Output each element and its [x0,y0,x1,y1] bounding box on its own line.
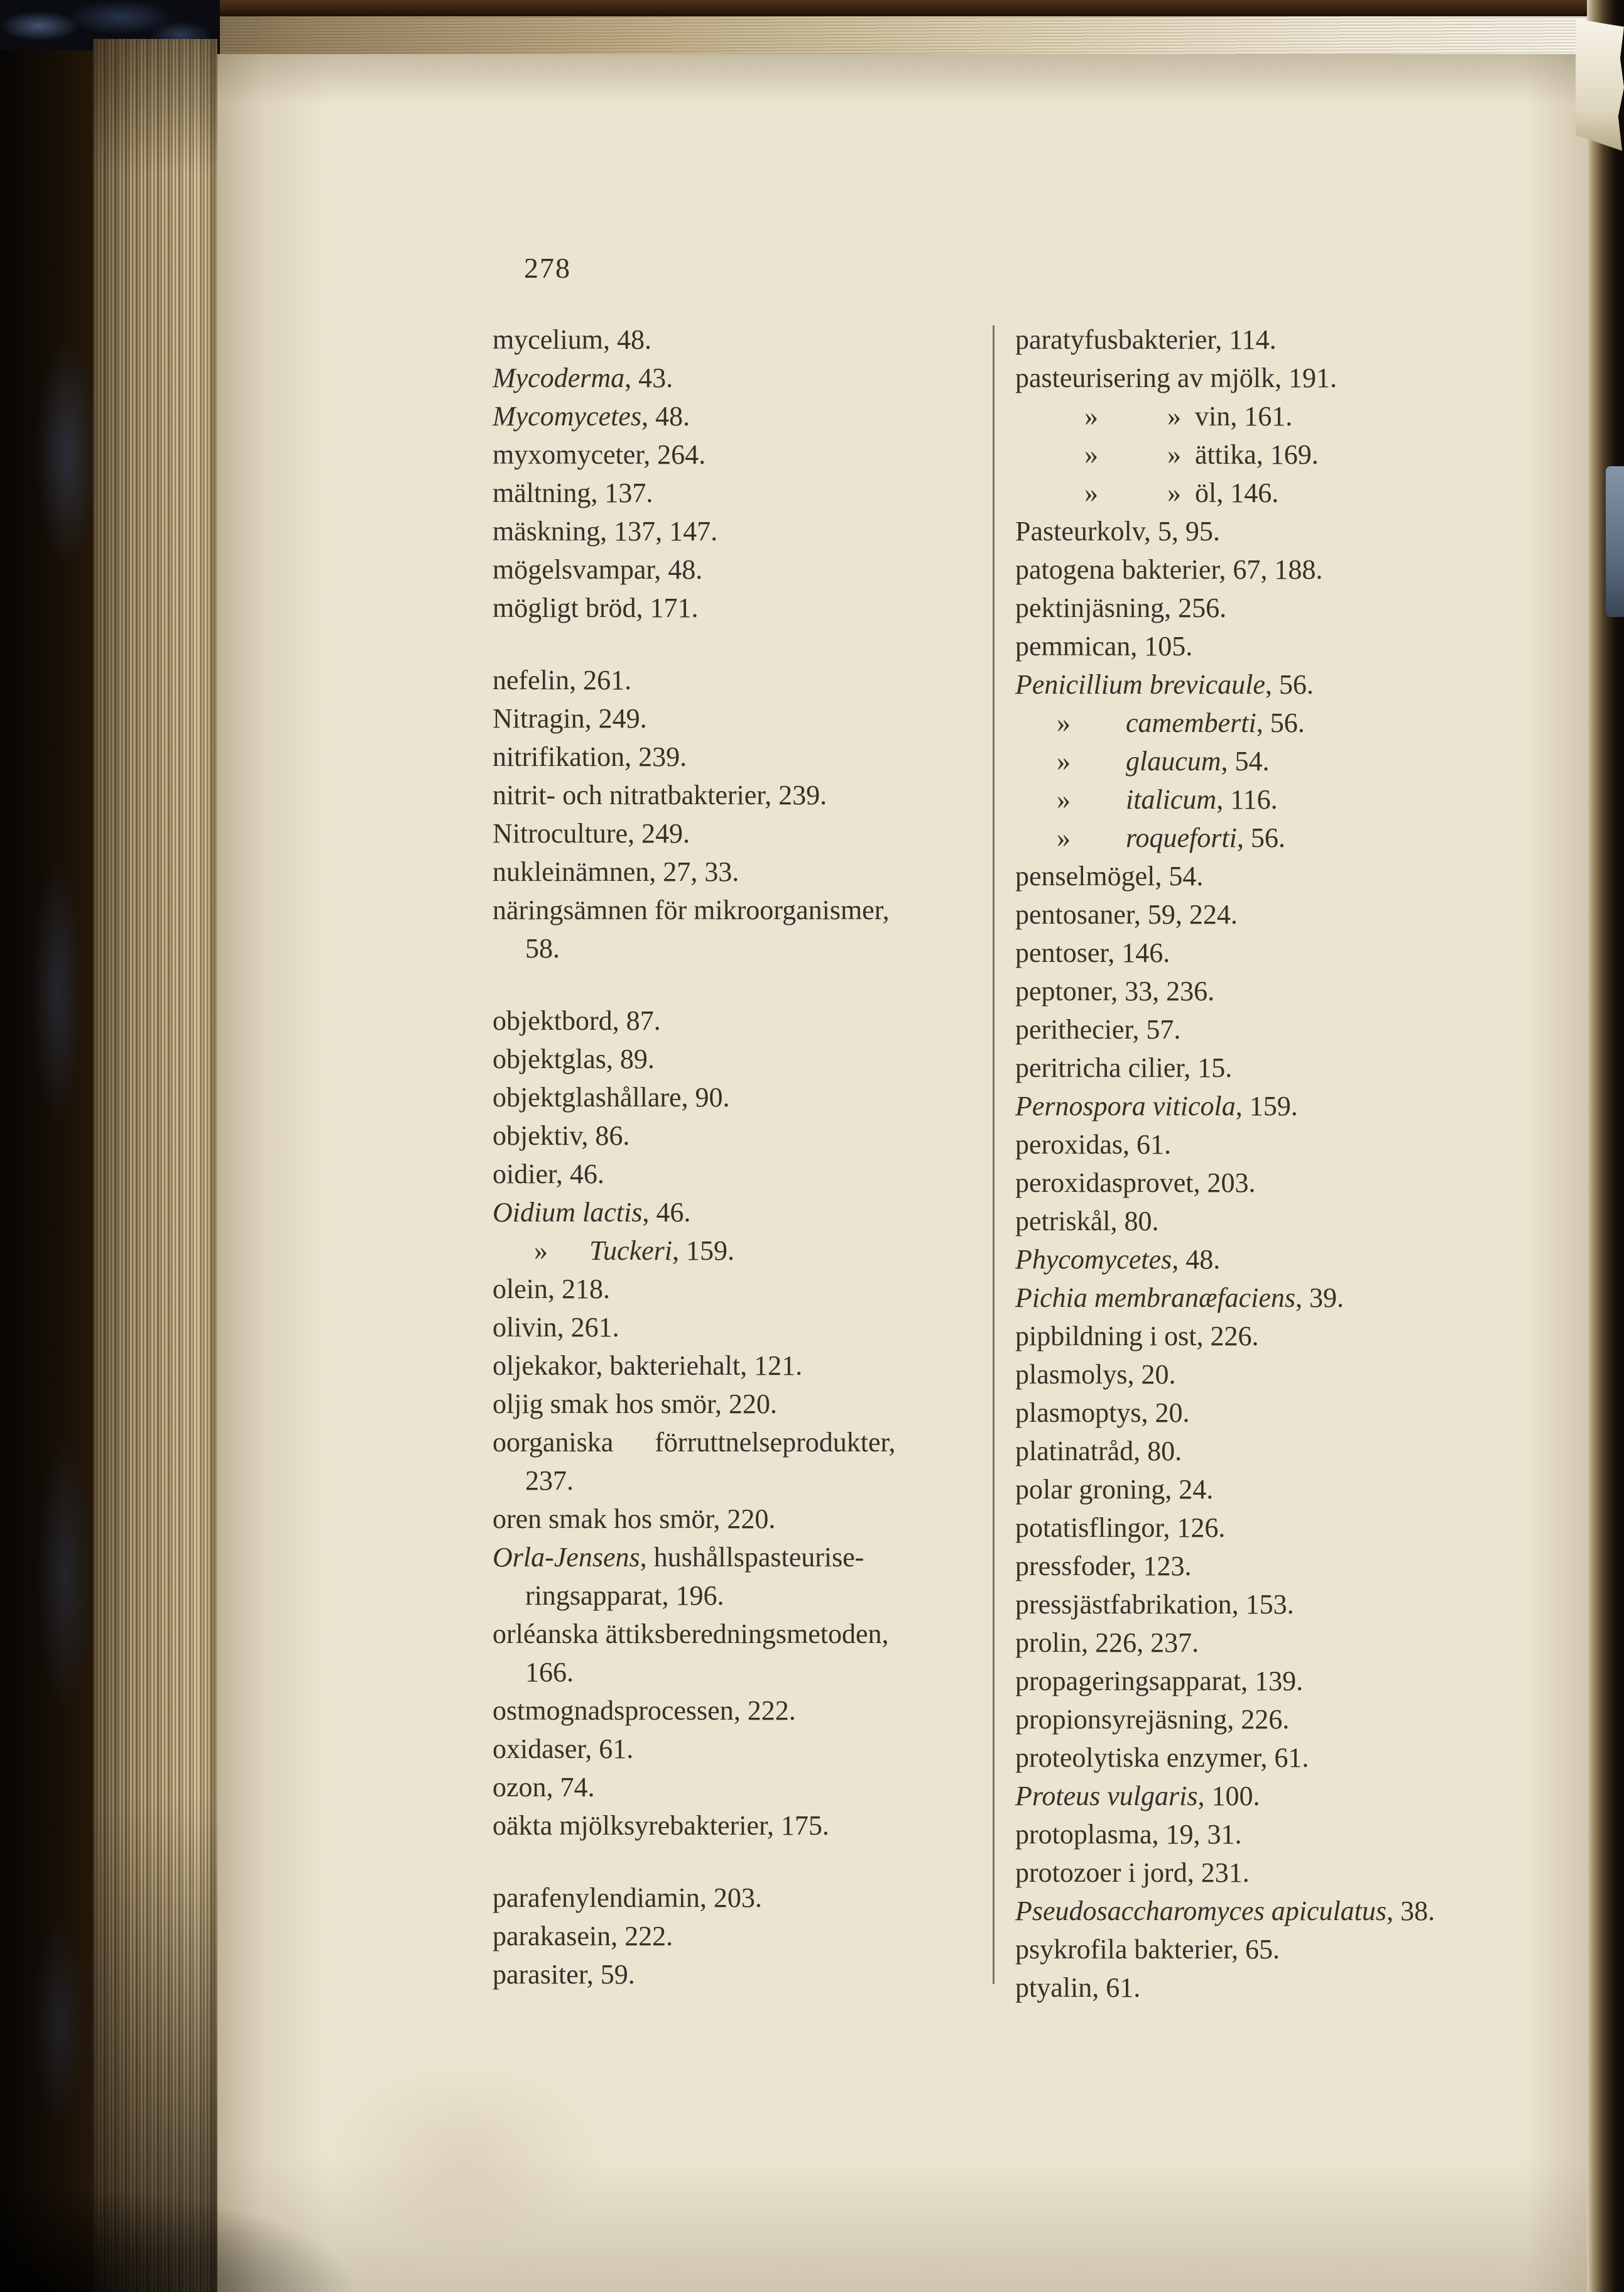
index-entry-text: patogena bakterier, 67, 188. [1015,554,1323,585]
index-entry [493,1385,983,1423]
index-entry [1015,1738,1568,1777]
index-entry-term-italic: Phycomycetes [1015,1244,1172,1275]
index-entry [493,1653,983,1691]
index-entry [493,699,983,738]
index-entry-text: protozoer i jord, 231. [1015,1857,1250,1888]
index-entry [1015,1317,1568,1355]
index-entry [493,1879,983,1917]
index-entry-text: » [493,1235,589,1266]
index-entry-term-italic: Mycomycetes [493,401,641,432]
index-entry-text: peritricha cilier, 15. [1015,1052,1233,1083]
index-entry-term-italic: roqueforti [1126,822,1237,853]
index-entry [1015,589,1568,627]
index-entry [1015,1432,1568,1470]
index-entry-text: pentoser, 146. [1015,937,1170,968]
index-entry-text: , 48. [641,401,690,432]
index-entry [493,359,983,397]
index-entry-text: objektglashållare, 90. [493,1082,730,1113]
index-entry [493,1116,983,1155]
index-entry [1015,1010,1568,1049]
index-entry [1015,1355,1568,1394]
index-entry-term-italic: Mycoderma [493,363,625,393]
index-entry [493,1001,983,1040]
index-entry-text: » [1015,822,1126,853]
index-entry-text: oäkta mjölksyrebakterier, 175. [493,1810,829,1841]
index-entry-text: mycelium, 48. [493,324,651,355]
index-entry-text: , 54. [1221,746,1270,777]
index-entry [493,1040,983,1078]
index-entry-text: prolin, 226, 237. [1015,1627,1199,1658]
index-entry-text: 58. [525,933,560,964]
index-entry-text: mäskning, 137, 147. [493,516,718,547]
index-entry [493,1955,983,1994]
index-entry [493,1500,983,1538]
index-entry [1015,665,1568,704]
index-entry-text: näringsämnen för mikroorganismer, [493,895,890,925]
index-entry-text: oren smak hos smör, 220. [493,1503,776,1534]
index-entry [1015,895,1568,934]
index-entry-text: mögligt bröd, 171. [493,592,699,623]
index-entry [493,589,983,627]
index-entry-text: , 116. [1216,784,1278,815]
index-entry-text: nitrit- och nitratbakterier, 239. [493,780,827,810]
index-entry [1015,934,1568,972]
index-entry-term-italic: glaucum [1126,746,1221,777]
index-entry [1015,474,1568,512]
index-entry [1015,1509,1568,1547]
index-entry-text: peroxidasprovet, 203. [1015,1167,1256,1198]
index-entry [1015,819,1568,857]
index-entry [1015,1087,1568,1125]
index-entry [1015,1930,1568,1968]
index-entry [493,1461,983,1500]
book-binding-top [207,0,1624,16]
index-entry [493,1538,983,1576]
index-entry-text: perithecier, 57. [1015,1014,1181,1045]
index-entry [493,1615,983,1653]
index-entry [493,1193,983,1231]
index-entry-text: » » ättika, 169. [1015,439,1319,470]
index-entry-text: , 46. [642,1197,691,1228]
index-entry [1015,1777,1568,1815]
index-entry [1015,359,1568,397]
index-entry [493,512,983,550]
index-entry-term-italic: Oidium lactis [493,1197,643,1228]
index-entry-text: » [1015,784,1126,815]
index-entry-text: mältning, 137. [493,478,653,508]
index-entry [493,1576,983,1615]
index-entry-text: , 43. [624,363,673,393]
index-entry-text: polar groning, 24. [1015,1474,1214,1505]
index-entry-term-italic: Tuckeri [589,1235,672,1266]
index-entry [1015,742,1568,780]
index-entry [1015,1394,1568,1432]
index-entry-term-italic: Pernospora viticola [1015,1091,1236,1121]
index-entry [1015,1624,1568,1662]
index-entry-text: objektiv, 86. [493,1120,630,1151]
index-entry-text: , hushållspasteurise- [640,1542,864,1573]
index-entry-text: pressjästfabrikation, 153. [1015,1589,1294,1620]
index-entry-term-italic: camemberti [1126,707,1256,738]
index-entry-term-italic: Orla-Jensens [493,1542,640,1573]
book-edge-right [1587,0,1624,2292]
index-entry-text: propageringsapparat, 139. [1015,1666,1304,1696]
index-entry-text: mögelsvampar, 48. [493,554,703,585]
index-entry-text: proteolytiska enzymer, 61. [1015,1742,1309,1773]
index-entry-term-italic: Penicillium brevicaule [1015,669,1265,700]
index-entry-text: platinatråd, 80. [1015,1436,1182,1466]
index-entry-term-italic: Pseudosaccharomyces apiculatus [1015,1896,1387,1926]
index-entry [493,474,983,512]
index-entry [1015,1240,1568,1279]
index-entry-text: plasmolys, 20. [1015,1359,1176,1390]
book-page [217,54,1587,2292]
index-entry [493,1078,983,1116]
index-entry [493,929,983,968]
index-entry-text: paratyfusbakterier, 114. [1015,324,1277,355]
index-entry-text: parasiter, 59. [493,1959,635,1990]
index-entry [493,1231,983,1270]
index-entry-text: penselmögel, 54. [1015,861,1204,892]
index-entry-text: peptoner, 33, 236. [1015,976,1215,1007]
index-entry-text: propionsyrejäsning, 226. [1015,1704,1290,1735]
index-entry [1015,972,1568,1010]
index-entry [1015,1700,1568,1738]
index-entry [493,738,983,776]
index-entry-text: pemmican, 105. [1015,631,1193,662]
index-entry [1015,1892,1568,1930]
index-entry-text: pipbildning i ost, 226. [1015,1321,1259,1351]
index-entry-text: nitrifikation, 239. [493,741,687,772]
index-entry [493,1270,983,1308]
index-entry-text: orléanska ättiksberedningsmetoden, [493,1618,889,1649]
index-entry [1015,435,1568,474]
index-entry [1015,704,1568,742]
index-entry-term-italic: Proteus vulgaris [1015,1781,1198,1811]
index-entry-text: plasmoptys, 20. [1015,1397,1190,1428]
index-entry [493,1691,983,1730]
column-divider [993,325,995,1984]
index-entry [1015,780,1568,819]
index-entry-text: pressfoder, 123. [1015,1551,1192,1581]
index-entry [1015,550,1568,589]
index-entry [1015,320,1568,359]
index-entry [493,661,983,699]
index-entry [1015,1662,1568,1700]
index-entry-text: objektglas, 89. [493,1044,655,1074]
index-entry [1015,1470,1568,1509]
index-entry-text: ozon, 74. [493,1772,595,1803]
index-entry [493,853,983,891]
paper-sliver-top-right [1576,19,1624,151]
index-entry [493,814,983,853]
index-entry-text: ringsapparat, 196. [525,1580,724,1611]
index-entry-text: Nitroculture, 249. [493,818,690,849]
index-entry-text: oljekakor, bakteriehalt, 121. [493,1350,803,1381]
blue-sliver-right [1606,466,1624,617]
index-entry [1015,1279,1568,1317]
index-entry-text: ostmognadsprocessen, 222. [493,1695,796,1726]
index-entry [493,435,983,474]
index-entry [493,1308,983,1346]
index-entry-text: 166. [525,1657,574,1688]
index-entry-text: oljig smak hos smör, 220. [493,1389,777,1419]
index-entry-text: pasteurisering av mjölk, 191. [1015,363,1338,393]
index-entry-text: protoplasma, 19, 31. [1015,1819,1242,1850]
index-entry-text: , 48. [1172,1244,1221,1275]
index-entry [493,1917,983,1955]
index-entry [493,1806,983,1845]
index-entry [1015,857,1568,895]
index-entry-text: , 100. [1197,1781,1260,1811]
index-entry [493,1730,983,1768]
index-entry [1015,512,1568,550]
index-entry [493,320,983,359]
shadow-bottom-left [0,2186,352,2292]
index-entry-text: , 56. [1256,707,1305,738]
index-column-left [493,320,983,1994]
index-entry [493,397,983,435]
index-column-right [1015,320,1568,2007]
index-entry-text: peroxidas, 61. [1015,1129,1172,1160]
index-entry-text: , 56. [1265,669,1314,700]
index-entry-text: , 38. [1387,1896,1436,1926]
index-entry-text: » [1015,707,1126,738]
index-entry-text: nefelin, 261. [493,665,632,696]
index-entry [1015,1125,1568,1164]
index-entry [1015,397,1568,435]
index-entry [1015,1164,1568,1202]
index-entry-text: nukleinämnen, 27, 33. [493,856,739,887]
index-entry [493,1346,983,1385]
page-number: 278 [524,252,571,284]
index-entry-text: myxomyceter, 264. [493,439,706,470]
index-entry-text: , 159. [1235,1091,1298,1121]
index-entry [493,1155,983,1193]
index-entry-text: Nitragin, 249. [493,703,647,734]
index-entry [1015,1853,1568,1892]
index-entry-text: , 159. [672,1235,734,1266]
index-entry-text: oidier, 46. [493,1159,604,1189]
index-entry-text: olivin, 261. [493,1312,619,1343]
index-entry-text: , 39. [1295,1282,1344,1313]
index-entry [493,1768,983,1806]
index-entry [1015,1968,1568,2007]
index-entry-text: olein, 218. [493,1274,610,1304]
index-entry-text: ptyalin, 61. [1015,1972,1141,2003]
index-entry-text: » » öl, 146. [1015,478,1279,508]
index-entry-text: pektinjäsning, 256. [1015,592,1227,623]
index-entry [1015,1547,1568,1585]
index-entry-text: objektbord, 87. [493,1005,661,1036]
index-entry [1015,1202,1568,1240]
index-entry-text: , 56. [1236,822,1285,853]
index-entry-text: 237. [525,1465,574,1496]
index-entry [1015,1815,1568,1853]
index-entry-text: » » vin, 161. [1015,401,1293,432]
index-entry-text: potatisflingor, 126. [1015,1512,1226,1543]
index-entry [493,550,983,589]
index-entry-text: petriskål, 80. [1015,1206,1159,1236]
index-entry-text: oxidaser, 61. [493,1733,634,1764]
index-entry [1015,627,1568,665]
index-entry [1015,1585,1568,1624]
index-entry-text: » [1015,746,1126,777]
index-entry-text: parafenylendiamin, 203. [493,1882,762,1913]
index-entry [493,891,983,929]
index-entry [493,776,983,814]
index-entry-term-italic: Pichia membranæfaciens [1015,1282,1296,1313]
index-entry [493,1423,983,1461]
index-entry-text: Pasteurkolv, 5, 95. [1015,516,1220,547]
index-entry-text: parakasein, 222. [493,1921,673,1951]
index-entry-text: psykrofila bakterier, 65. [1015,1934,1280,1965]
index-entry-text: oorganiska förruttnelseprodukter, [493,1427,896,1458]
index-entry-term-italic: italicum [1126,784,1217,815]
index-entry-text: pentosaner, 59, 224. [1015,899,1238,930]
page-stack-left [93,39,217,2292]
index-entry [1015,1049,1568,1087]
book-cover-left [0,50,93,2292]
